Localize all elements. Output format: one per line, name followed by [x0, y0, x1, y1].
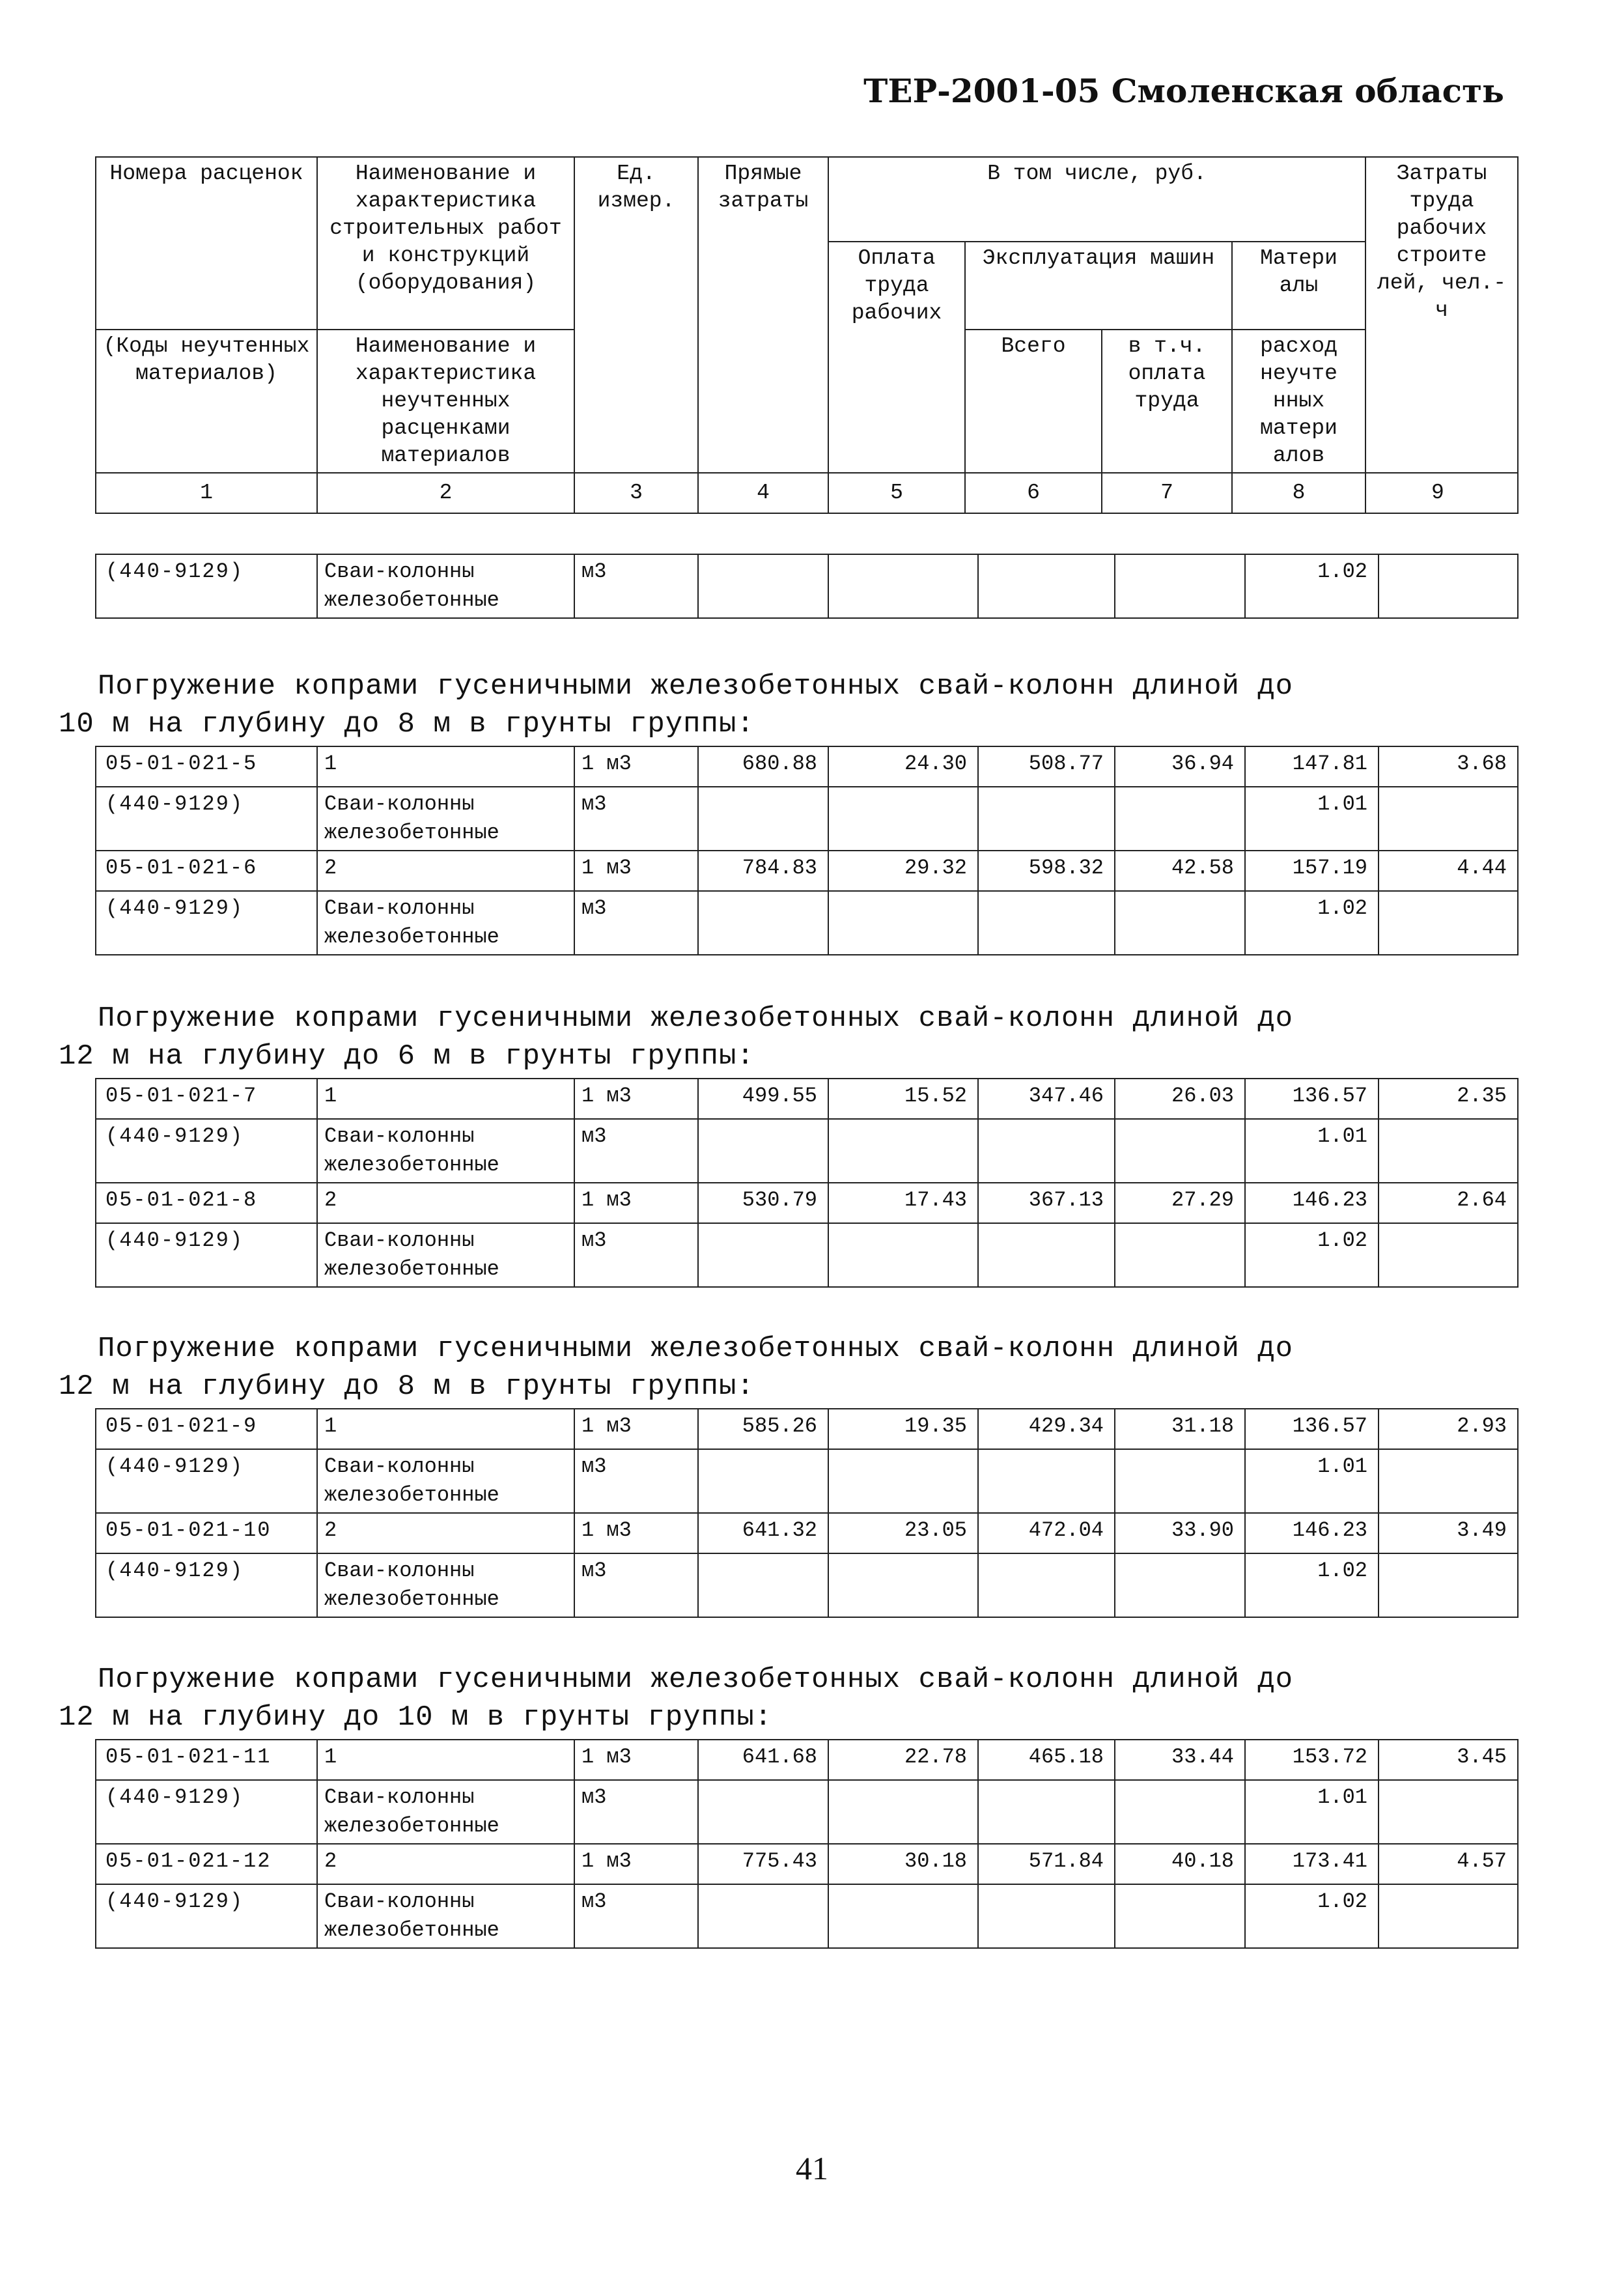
machines-total: 472.04	[978, 1513, 1115, 1553]
column-number: 7	[1102, 473, 1232, 513]
header-labor-hours: Затраты труда рабочих строите лей, чел.-ч	[1365, 157, 1518, 473]
rate-name: 1	[317, 746, 574, 787]
machine-labor: 40.18	[1115, 1844, 1245, 1884]
machine-labor: 26.03	[1115, 1079, 1245, 1119]
material-name: Сваи-колонны железобетонные	[317, 787, 574, 851]
header-machines-total: Всего	[965, 330, 1102, 473]
machines-total: 508.77	[978, 746, 1115, 787]
material-name: Сваи-колонны железобетонные	[317, 1884, 574, 1948]
rate-code: 05-01-021-12	[96, 1844, 317, 1884]
rate-code: 05-01-021-8	[96, 1183, 317, 1223]
column-number: 5	[828, 473, 965, 513]
labor-hours: 3.68	[1379, 746, 1518, 787]
direct-costs: 775.43	[698, 1844, 828, 1884]
rate-name: 2	[317, 1513, 574, 1553]
machines-total: 571.84	[978, 1844, 1115, 1884]
section-title	[59, 1661, 1498, 1736]
header-rate-number: Номера расценок	[96, 157, 317, 330]
labor-pay: 30.18	[828, 1844, 978, 1884]
material-consumption: 1.01	[1245, 1780, 1379, 1844]
materials: 157.19	[1245, 851, 1379, 891]
machine-labor: 33.90	[1115, 1513, 1245, 1553]
labor-pay: 22.78	[828, 1740, 978, 1780]
page-number: 41	[796, 2150, 828, 2186]
rates-table	[95, 1078, 1519, 1288]
table-row	[96, 746, 1518, 787]
table-row	[96, 1740, 1518, 1780]
unit: 1 м3	[574, 1844, 698, 1884]
table-row	[96, 1513, 1518, 1553]
unit: 1 м3	[574, 1079, 698, 1119]
unit: м3	[574, 1553, 698, 1617]
header-machine-operation: Эксплуатация машин	[965, 242, 1232, 330]
materials: 136.57	[1245, 1079, 1379, 1119]
unit: 1 м3	[574, 746, 698, 787]
column-number: 3	[574, 473, 698, 513]
table-row	[96, 1884, 1518, 1948]
direct-costs: 641.68	[698, 1740, 828, 1780]
header-materials: Матери алы	[1232, 242, 1365, 330]
header-table	[95, 156, 1519, 514]
unit: 1 м3	[574, 851, 698, 891]
unit: м3	[574, 1119, 698, 1183]
material-code: (440-9129)	[96, 1553, 317, 1617]
section-title	[59, 1000, 1498, 1075]
material-name: Сваи-колонны железобетонные	[317, 554, 574, 618]
labor-hours: 2.93	[1379, 1409, 1518, 1449]
unit: 1 м3	[574, 1513, 698, 1553]
section-title	[59, 1330, 1498, 1406]
rate-code: 05-01-021-9	[96, 1409, 317, 1449]
machines-total: 429.34	[978, 1409, 1115, 1449]
direct-costs: 499.55	[698, 1079, 828, 1119]
labor-hours: 3.49	[1379, 1513, 1518, 1553]
unit: 1 м3	[574, 1740, 698, 1780]
materials: 173.41	[1245, 1844, 1379, 1884]
column-number: 2	[317, 473, 574, 513]
section-title-line: Погружение копрами гусеничными железобетонных свай-колонн длиной до	[98, 1333, 1294, 1365]
rate-name: 1	[317, 1079, 574, 1119]
labor-hours: 2.64	[1379, 1183, 1518, 1223]
materials: 147.81	[1245, 746, 1379, 787]
unit: м3	[574, 1884, 698, 1948]
labor-pay: 29.32	[828, 851, 978, 891]
direct-costs: 585.26	[698, 1409, 828, 1449]
rate-name: 2	[317, 1844, 574, 1884]
rate-code: 05-01-021-5	[96, 746, 317, 787]
rates-table	[95, 1739, 1519, 1949]
rates-table	[95, 1408, 1519, 1618]
material-name: Сваи-колонны железобетонные	[317, 891, 574, 955]
table-row	[96, 1409, 1518, 1449]
labor-pay: 15.52	[828, 1079, 978, 1119]
table-row	[96, 554, 1518, 618]
machine-labor: 27.29	[1115, 1183, 1245, 1223]
column-number: 8	[1232, 473, 1365, 513]
machine-labor: 42.58	[1115, 851, 1245, 891]
rate-code: 05-01-021-7	[96, 1079, 317, 1119]
unit: м3	[574, 554, 698, 618]
materials: 146.23	[1245, 1183, 1379, 1223]
materials: 153.72	[1245, 1740, 1379, 1780]
labor-hours: 4.57	[1379, 1844, 1518, 1884]
material-name: Сваи-колонны железобетонные	[317, 1223, 574, 1287]
header-machine-labor: в т.ч. оплата труда	[1102, 330, 1232, 473]
material-code: (440-9129)	[96, 787, 317, 851]
machines-total: 367.13	[978, 1183, 1115, 1223]
column-number: 4	[698, 473, 828, 513]
rate-name: 2	[317, 1183, 574, 1223]
machines-total: 598.32	[978, 851, 1115, 891]
material-code: (440-9129)	[96, 554, 317, 618]
direct-costs: 784.83	[698, 851, 828, 891]
direct-costs: 680.88	[698, 746, 828, 787]
labor-pay: 17.43	[828, 1183, 978, 1223]
rate-name: 1	[317, 1409, 574, 1449]
section-title-line: 10 м на глубину до 8 м в грунты группы:	[59, 708, 755, 741]
rate-code: 05-01-021-6	[96, 851, 317, 891]
table-row	[96, 891, 1518, 955]
table-row	[96, 1183, 1518, 1223]
header-unit: Ед. измер.	[574, 157, 698, 473]
material-consumption: 1.02	[1245, 891, 1379, 955]
rate-code: 05-01-021-10	[96, 1513, 317, 1553]
machines-total: 465.18	[978, 1740, 1115, 1780]
direct-costs: 641.32	[698, 1513, 828, 1553]
labor-pay: 23.05	[828, 1513, 978, 1553]
header-material-name: Наименование и характеристика неучтенных расценками материалов	[317, 330, 574, 473]
unit: 1 м3	[574, 1183, 698, 1223]
table-row	[96, 851, 1518, 891]
table-row	[96, 1553, 1518, 1617]
material-code: (440-9129)	[96, 1223, 317, 1287]
column-number: 1	[96, 473, 317, 513]
header-labor-pay: Оплата труда рабочих	[828, 242, 965, 473]
header-direct-costs: Прямые затраты	[698, 157, 828, 473]
material-consumption: 1.01	[1245, 787, 1379, 851]
table-row	[96, 787, 1518, 851]
table-row	[96, 1119, 1518, 1183]
column-number: 6	[965, 473, 1102, 513]
materials: 136.57	[1245, 1409, 1379, 1449]
material-name: Сваи-колонны железобетонные	[317, 1553, 574, 1617]
table-row	[96, 1780, 1518, 1844]
material-consumption: 1.01	[1245, 1449, 1379, 1513]
section-title-line: 12 м на глубину до 6 м в грунты группы:	[59, 1040, 755, 1073]
material-code: (440-9129)	[96, 891, 317, 955]
material-name: Сваи-колонны железобетонные	[317, 1780, 574, 1844]
material-consumption: 1.02	[1245, 1223, 1379, 1287]
header-material-consumption: расход неучте нных матери алов	[1232, 330, 1365, 473]
unit: м3	[574, 1223, 698, 1287]
rate-name: 2	[317, 851, 574, 891]
table-row	[96, 1079, 1518, 1119]
unit: м3	[574, 1780, 698, 1844]
material-consumption: 1.01	[1245, 1119, 1379, 1183]
material-name: Сваи-колонны железобетонные	[317, 1449, 574, 1513]
material-code: (440-9129)	[96, 1780, 317, 1844]
labor-pay: 19.35	[828, 1409, 978, 1449]
material-consumption: 1.02	[1245, 554, 1379, 618]
unit: 1 м3	[574, 1409, 698, 1449]
labor-hours: 2.35	[1379, 1079, 1518, 1119]
rates-table	[95, 746, 1519, 955]
machine-labor: 31.18	[1115, 1409, 1245, 1449]
material-consumption: 1.02	[1245, 1553, 1379, 1617]
table-row	[96, 1844, 1518, 1884]
page-title: ТЕР-2001-05 Смоленская область	[863, 72, 1504, 110]
material-code: (440-9129)	[96, 1119, 317, 1183]
section-title-line: Погружение копрами гусеничными железобетонных свай-колонн длиной до	[98, 1002, 1294, 1035]
section-title-line: 12 м на глубину до 8 м в грунты группы:	[59, 1370, 755, 1403]
direct-costs: 530.79	[698, 1183, 828, 1223]
labor-pay: 24.30	[828, 746, 978, 787]
rate-name: 1	[317, 1740, 574, 1780]
section-title	[59, 668, 1498, 743]
labor-hours: 4.44	[1379, 851, 1518, 891]
material-code: (440-9129)	[96, 1449, 317, 1513]
rate-code: 05-01-021-11	[96, 1740, 317, 1780]
unit: м3	[574, 1449, 698, 1513]
unit: м3	[574, 891, 698, 955]
section-title-line: Погружение копрами гусеничными железобетонных свай-колонн длиной до	[98, 1663, 1294, 1696]
header-work-name: Наименование и характеристика строительных работ и конструкций (оборудования)	[317, 157, 574, 330]
table-row	[96, 1449, 1518, 1513]
section-title-line: 12 м на глубину до 10 м в грунты группы:	[59, 1701, 773, 1734]
header-material-codes: (Коды неучтенных материалов)	[96, 330, 317, 473]
machine-labor: 33.44	[1115, 1740, 1245, 1780]
unit: м3	[574, 787, 698, 851]
labor-hours: 3.45	[1379, 1740, 1518, 1780]
material-name: Сваи-колонны железобетонные	[317, 1119, 574, 1183]
machine-labor: 36.94	[1115, 746, 1245, 787]
section-title-line: Погружение копрами гусеничными железобетонных свай-колонн длиной до	[98, 670, 1294, 703]
column-number: 9	[1365, 473, 1518, 513]
table-row	[96, 1223, 1518, 1287]
machines-total: 347.46	[978, 1079, 1115, 1119]
header-including: В том числе, руб.	[828, 157, 1365, 242]
material-code: (440-9129)	[96, 1884, 317, 1948]
material-table	[95, 554, 1519, 619]
materials: 146.23	[1245, 1513, 1379, 1553]
material-consumption: 1.02	[1245, 1884, 1379, 1948]
